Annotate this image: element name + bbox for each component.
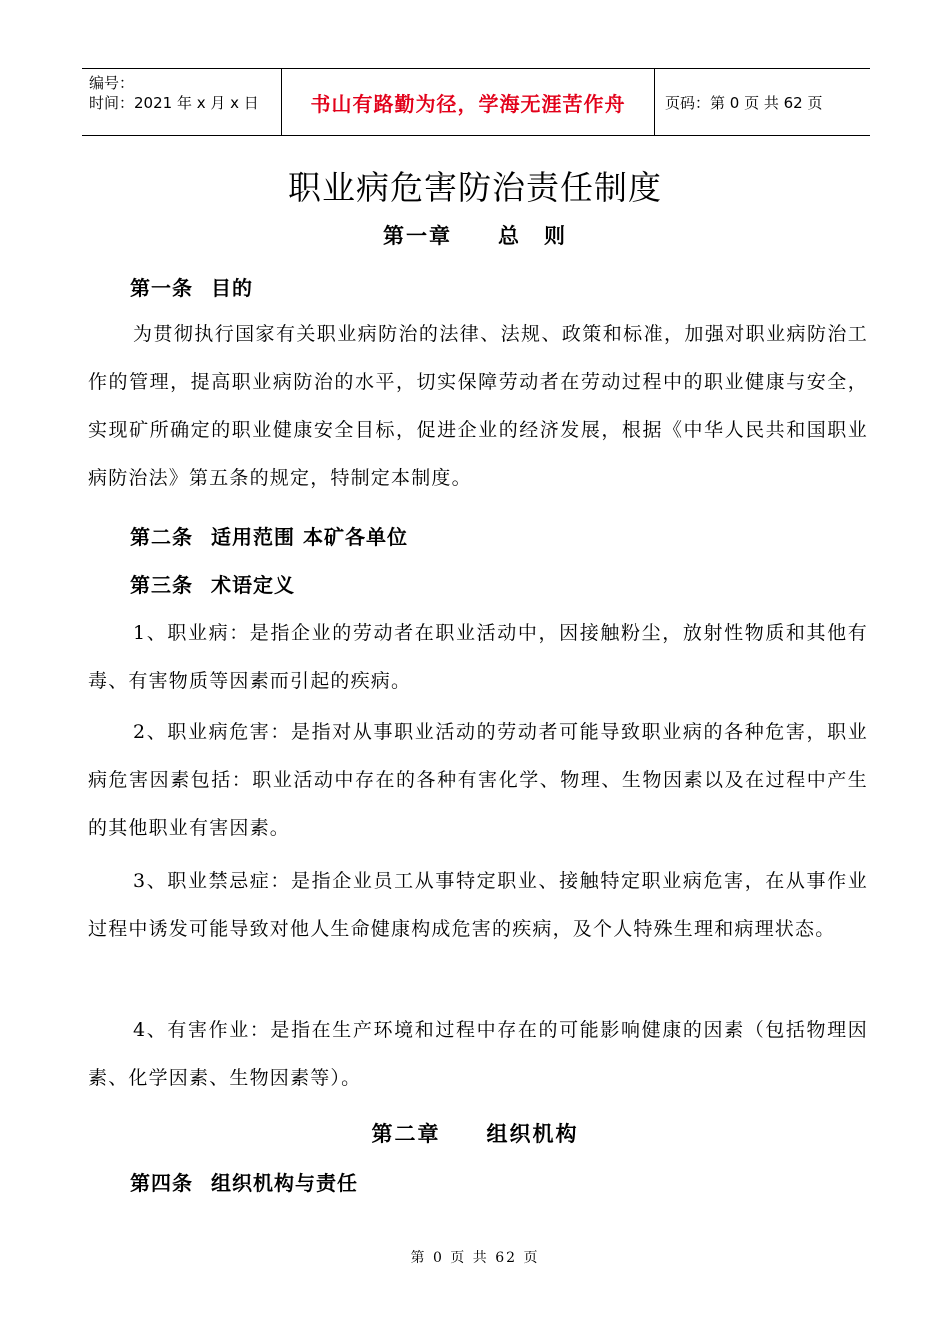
article-1-number: 第一条 bbox=[130, 276, 193, 300]
chapter-2-heading: 第二章 组织机构 bbox=[371, 1121, 579, 1146]
article-4-heading bbox=[130, 1167, 358, 1196]
article-1-heading bbox=[130, 272, 253, 301]
chapter-1-heading: 第一章 总 则 bbox=[383, 223, 567, 248]
article-2-title: 适用范围 本矿各单位 bbox=[211, 525, 408, 549]
page-footer: 第 0 页 共 62 页 bbox=[410, 1250, 540, 1266]
article-1-title: 目的 bbox=[211, 276, 253, 300]
article-3-number: 第三条 bbox=[130, 573, 193, 597]
definition-2-paragraph: 2、职业病危害：是指对从事职业活动的劳动者可能导致职业病的各种危害，职业病危害因素包括：职业活动中存在的各种有害化学、物理、生物因素以及在过程中产生的其他职业有害因素。 bbox=[88, 721, 868, 839]
definition-4-paragraph: 4、有害作业：是指在生产环境和过程中存在的可能影响健康的因素（包括物理因素、化学因素、生物因素等）。 bbox=[88, 1019, 868, 1089]
header-motto-cell bbox=[282, 69, 655, 135]
header-page-cell bbox=[655, 69, 870, 135]
article-3-title: 术语定义 bbox=[211, 573, 295, 597]
article-4-number: 第四条 bbox=[130, 1171, 193, 1195]
article-2-heading bbox=[130, 521, 408, 550]
header-motto: 书山有路勤为径，学海无涯苦作舟 bbox=[310, 91, 626, 116]
article-1-paragraph: 为贯彻执行国家有关职业病防治的法律、法规、政策和标准，加强对职业病防治工作的管理，提高职业病防治的水平，切实保障劳动者在劳动过程中的职业健康与安全，实现矿所确定的职业健康安全目标，促进企业的经济发展，根据《中华人民共和国职业病防治法》第五条的规定，特制定本制度。 bbox=[88, 323, 868, 489]
header-info-cell bbox=[82, 69, 282, 135]
article-2-number: 第二条 bbox=[130, 525, 193, 549]
header-number: 编号： bbox=[89, 74, 135, 92]
article-3-heading bbox=[130, 569, 295, 598]
document-header bbox=[82, 68, 870, 136]
header-page-number: 页码：第 0 页 共 62 页 bbox=[665, 93, 823, 112]
header-time: 时间：2021 年 x 月 x 日 bbox=[89, 94, 259, 112]
article-4-title: 组织机构与责任 bbox=[211, 1171, 358, 1195]
document-title: 职业病危害防治责任制度 bbox=[288, 168, 662, 207]
definition-1-paragraph: 1、职业病：是指企业的劳动者在职业活动中，因接触粉尘，放射性物质和其他有毒、有害物质等因素而引起的疾病。 bbox=[88, 622, 868, 692]
definition-3-paragraph: 3、职业禁忌症：是指企业员工从事特定职业、接触特定职业病危害，在从事作业过程中诱发可能导致对他人生命健康构成危害的疾病，及个人特殊生理和病理状态。 bbox=[88, 870, 868, 940]
